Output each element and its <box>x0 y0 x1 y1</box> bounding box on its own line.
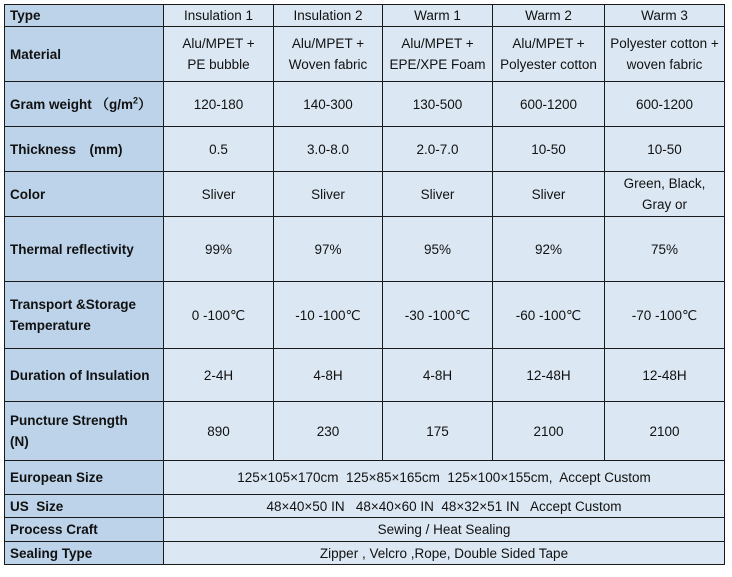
header-row <box>5 5 725 27</box>
cell-reflectivity-warm-1: 95% <box>383 217 493 282</box>
row-puncture-strength <box>5 402 725 461</box>
cell-duration-insulation-2: 4-8H <box>274 349 383 402</box>
row-label-transport-storage-temperature: Transport &Storage Temperature <box>5 282 164 349</box>
cell-gram-weight-insulation-2: 140-300 <box>274 82 383 127</box>
row-color <box>5 172 725 217</box>
row-label-european-size: European Size <box>5 461 164 495</box>
cell-thickness-insulation-1: 0.5 <box>164 127 274 172</box>
cell-color-warm-3: Green, Black, Gray or <box>605 172 725 217</box>
row-material <box>5 27 725 82</box>
row-label-us-size: US Size <box>5 495 164 518</box>
cell-puncture-warm-3: 2100 <box>605 402 725 461</box>
cell-material-insulation-2: Alu/MPET + Woven fabric <box>274 27 383 82</box>
cell-thickness-insulation-2: 3.0-8.0 <box>274 127 383 172</box>
cell-reflectivity-warm-2: 92% <box>493 217 605 282</box>
cell-thickness-warm-3: 10-50 <box>605 127 725 172</box>
row-label-thickness: Thickness (mm) <box>5 127 164 172</box>
cell-material-warm-3: Polyester cotton + woven fabric <box>605 27 725 82</box>
cell-puncture-insulation-1: 890 <box>164 402 274 461</box>
header-col-warm-1: Warm 1 <box>383 5 493 27</box>
row-process-craft <box>5 518 725 542</box>
cell-temperature-warm-3: -70 -100℃ <box>605 282 725 349</box>
cell-color-insulation-1: Sliver <box>164 172 274 217</box>
row-label-color: Color <box>5 172 164 217</box>
cell-reflectivity-insulation-1: 99% <box>164 217 274 282</box>
row-thickness <box>5 127 725 172</box>
cell-material-warm-2: Alu/MPET + Polyester cotton <box>493 27 605 82</box>
cell-thickness-warm-2: 10-50 <box>493 127 605 172</box>
row-label-duration-of-insulation: Duration of Insulation <box>5 349 164 402</box>
header-label: Type <box>5 5 164 27</box>
cell-puncture-warm-1: 175 <box>383 402 493 461</box>
cell-color-warm-1: Sliver <box>383 172 493 217</box>
cell-puncture-warm-2: 2100 <box>493 402 605 461</box>
header-col-insulation-1: Insulation 1 <box>164 5 274 27</box>
row-gram-weight <box>5 82 725 127</box>
cell-gram-weight-warm-2: 600-1200 <box>493 82 605 127</box>
cell-temperature-insulation-2: -10 -100℃ <box>274 282 383 349</box>
cell-gram-weight-warm-1: 130-500 <box>383 82 493 127</box>
row-label-gram-weight: Gram weight $(g/m^2)$ <box>5 82 164 127</box>
row-sealing-type <box>5 542 725 565</box>
cell-process-craft: Sewing / Heat Sealing <box>164 518 725 542</box>
cell-duration-warm-1: 4-8H <box>383 349 493 402</box>
cell-puncture-insulation-2: 230 <box>274 402 383 461</box>
cell-reflectivity-insulation-2: 97% <box>274 217 383 282</box>
spec-table <box>4 4 725 565</box>
header-col-warm-3: Warm 3 <box>605 5 725 27</box>
row-thermal-reflectivity <box>5 217 725 282</box>
header-col-warm-2: Warm 2 <box>493 5 605 27</box>
row-label-sealing-type: Sealing Type <box>5 542 164 565</box>
row-duration-of-insulation <box>5 349 725 402</box>
cell-us-size: 48×40×50 IN 48×40×60 IN 48×32×51 IN Accept Custom <box>164 495 725 518</box>
cell-material-insulation-1: Alu/MPET + PE bubble <box>164 27 274 82</box>
cell-temperature-warm-1: -30 -100℃ <box>383 282 493 349</box>
header-col-insulation-2: Insulation 2 <box>274 5 383 27</box>
cell-duration-warm-2: 12-48H <box>493 349 605 402</box>
cell-gram-weight-insulation-1: 120-180 <box>164 82 274 127</box>
cell-reflectivity-warm-3: 75% <box>605 217 725 282</box>
cell-european-size: 125×105×170cm 125×85×165cm 125×100×155cm, Accept Custom <box>164 461 725 495</box>
cell-thickness-warm-1: 2.0-7.0 <box>383 127 493 172</box>
row-label-process-craft: Process Craft <box>5 518 164 542</box>
cell-color-insulation-2: Sliver <box>274 172 383 217</box>
row-european-size <box>5 461 725 495</box>
cell-duration-insulation-1: 2-4H <box>164 349 274 402</box>
row-label-puncture-strength: Puncture Strength (N) <box>5 402 164 461</box>
cell-material-warm-1: Alu/MPET + EPE/XPE Foam <box>383 27 493 82</box>
row-transport-storage-temperature <box>5 282 725 349</box>
cell-temperature-warm-2: -60 -100℃ <box>493 282 605 349</box>
row-us-size <box>5 495 725 518</box>
cell-temperature-insulation-1: 0 -100℃ <box>164 282 274 349</box>
row-label-material: Material <box>5 27 164 82</box>
cell-color-warm-2: Sliver <box>493 172 605 217</box>
cell-gram-weight-warm-3: 600-1200 <box>605 82 725 127</box>
row-label-thermal-reflectivity: Thermal reflectivity <box>5 217 164 282</box>
cell-duration-warm-3: 12-48H <box>605 349 725 402</box>
cell-sealing-type: Zipper , Velcro ,Rope, Double Sided Tape <box>164 542 725 565</box>
